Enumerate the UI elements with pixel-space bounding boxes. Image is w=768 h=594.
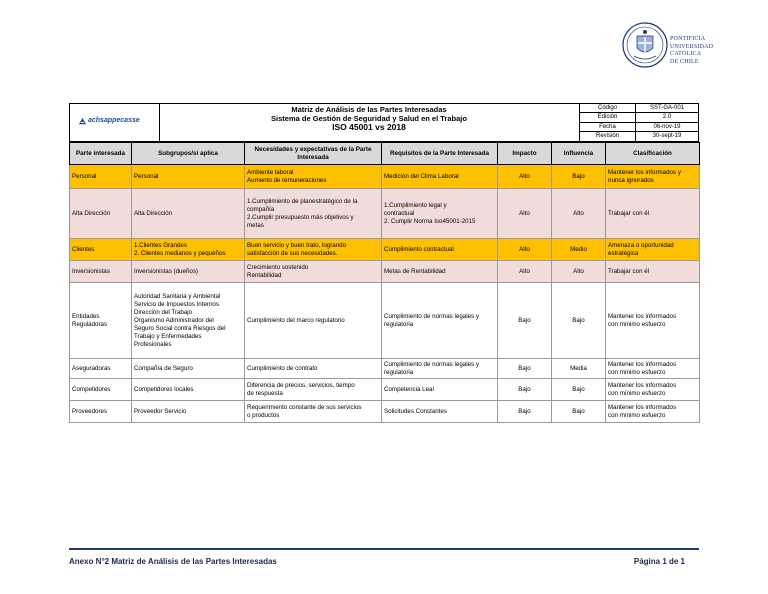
needs-cell-line: Diferencia de precios, servicios, tiempo: [247, 381, 355, 389]
subgroup-cell-line: Organismo Administrador del: [134, 316, 214, 324]
needs-cell-line: Requerimiento constante de sus servicios: [247, 403, 362, 411]
classification-cell-line: con mínimo esfuerzo: [608, 368, 666, 376]
impact-cell: Bajo: [498, 379, 552, 401]
requirements-cell-line: Metas de Rentabilidad: [384, 267, 446, 275]
requirements-cell: [382, 189, 498, 239]
classification-cell: [606, 165, 700, 189]
table-row: [70, 239, 700, 261]
needs-cell-line: Aumento de remuneraciones: [247, 176, 327, 184]
impact-cell: Alto: [498, 189, 552, 239]
classification-cell: [606, 239, 700, 261]
requirements-cell: [382, 283, 498, 359]
document-meta: [580, 104, 698, 141]
influence-cell: Alto: [552, 261, 606, 283]
requirements-cell: [382, 165, 498, 189]
stakeholder-cell-line: Proveedores: [72, 407, 108, 415]
needs-cell-line: satisfacción de sus necesidades.: [247, 249, 338, 257]
needs-cell: [245, 359, 382, 379]
needs-cell: [245, 165, 382, 189]
classification-cell-line: con mínimo esfuerzo: [608, 411, 666, 419]
meta-key: Fecha: [580, 123, 636, 131]
classification-cell-line: Amenaza o oportunidad: [608, 241, 674, 249]
classification-cell-line: Mantener los informados: [608, 312, 677, 320]
influence-cell: Bajo: [552, 283, 606, 359]
subgroup-cell-line: Proveedor Servicio: [134, 407, 187, 415]
subgroup-cell-line: Trabajo y Enfermedades: [134, 332, 202, 340]
needs-cell: [245, 189, 382, 239]
classification-cell-line: Trabajar con él: [608, 267, 650, 275]
stakeholder-cell: [70, 401, 132, 423]
requirements-cell-line: contractual: [384, 209, 415, 217]
seal-line: DE CHILE: [670, 58, 699, 65]
classification-cell-line: con mínimo esfuerzo: [608, 320, 666, 328]
needs-cell-line: 1.Cumplimiento de planestratégico de la: [247, 197, 358, 205]
influence-cell: Media: [552, 359, 606, 379]
needs-cell-line: Buen servicio y buen trato, logrando: [247, 241, 347, 249]
requirements-cell-line: 2. Cumplir Norma Iso45001-2015: [384, 217, 476, 225]
company-logo-text: achsappecasse: [88, 117, 140, 124]
impact-cell: Bajo: [498, 283, 552, 359]
impact-cell: Alto: [498, 239, 552, 261]
subgroup-cell-line: 1.Clientes Grandes: [134, 241, 187, 249]
stakeholder-cell-line: Competidores: [72, 385, 111, 393]
title-line: Matriz de Análisis de las Partes Interesadas: [291, 105, 447, 114]
requirements-cell-line: regulatoria: [384, 368, 414, 376]
classification-cell: [606, 359, 700, 379]
subgroup-cell-line: Profesionales: [134, 340, 172, 348]
subgroup-cell-line: Competidores locales: [134, 385, 194, 393]
subgroup-cell-line: Inversionistas (dueños): [134, 267, 198, 275]
seal-line: UNIVERSIDAD: [670, 43, 714, 50]
column-header: Requisitos de la Parte Interesada: [382, 143, 498, 165]
stakeholder-matrix-table: [69, 142, 700, 423]
table-row: [70, 261, 700, 283]
stakeholder-cell-line: Alta Dirección: [72, 209, 111, 217]
needs-cell-line: 2.Cumplir presupuesto más objetivos y: [247, 213, 354, 221]
subgroup-cell: [132, 189, 245, 239]
meta-key: Código: [580, 104, 636, 112]
classification-cell-line: Mantener los informados: [608, 360, 677, 368]
meta-value: SST-GA-001: [649, 105, 684, 111]
requirements-cell-line: Cumplimiento contractual: [384, 245, 454, 253]
needs-cell-line: metas: [247, 221, 264, 229]
requirements-cell: [382, 379, 498, 401]
needs-cell-line: Cumplimiento del marco regulatorio: [247, 316, 345, 324]
requirements-cell-line: Competencia Leal: [384, 385, 434, 393]
needs-cell: [245, 283, 382, 359]
classification-cell: [606, 189, 700, 239]
table-row: [70, 283, 700, 359]
stakeholder-cell-line: Entidades: [72, 312, 100, 320]
subgroup-cell-line: Autoridad Sanitaria y Ambiental: [134, 292, 221, 300]
influence-cell: Medio: [552, 239, 606, 261]
subgroup-cell-line: Dirección del Trabajo: [134, 308, 193, 316]
subgroup-cell-line: Personal: [134, 172, 159, 180]
subgroup-cell: [132, 261, 245, 283]
subgroup-cell: [132, 283, 245, 359]
stakeholder-cell: [70, 189, 132, 239]
influence-cell: Alto: [552, 189, 606, 239]
stakeholder-cell: [70, 165, 132, 189]
logo-cell: [70, 104, 160, 141]
needs-cell: [245, 261, 382, 283]
classification-cell: [606, 379, 700, 401]
subgroup-cell-line: 2. Clientes medianos y pequeños: [134, 249, 226, 257]
table-row: [70, 359, 700, 379]
stakeholder-cell-line: Personal: [72, 172, 97, 180]
table-row: [70, 401, 700, 423]
meta-row: [580, 104, 698, 113]
impact-cell: Bajo: [498, 401, 552, 423]
stakeholder-cell: [70, 239, 132, 261]
classification-cell-line: Trabajar con él: [608, 209, 650, 217]
requirements-cell: [382, 239, 498, 261]
university-seal-icon: [622, 22, 668, 68]
requirements-cell-line: Medición del Clima Laboral: [384, 172, 459, 180]
subgroup-cell-line: Servicio de Impuestos Internos: [134, 300, 219, 308]
column-header: Clasificación: [606, 143, 700, 165]
page-number: Página 1 de 1: [633, 557, 685, 566]
requirements-cell: [382, 401, 498, 423]
requirements-cell-line: 1.Cumplimiento legal y: [384, 201, 447, 209]
needs-cell: [245, 401, 382, 423]
influence-cell: Bajo: [552, 379, 606, 401]
meta-value: 2.0: [662, 114, 672, 121]
footer-title: Anexo N°2 Matriz de Análisis de las Partes Interesadas: [69, 557, 277, 566]
column-header: Influencia: [552, 143, 606, 165]
subgroup-cell: [132, 379, 245, 401]
meta-key: Edición: [580, 113, 636, 121]
subgroup-cell-line: Seguro Social contra Riesgos del: [134, 324, 226, 332]
company-logo-icon: [78, 117, 87, 126]
subgroup-cell: [132, 165, 245, 189]
meta-row: [580, 132, 698, 141]
seal-line: PONTIFICIA: [670, 36, 706, 42]
footer-divider: [69, 548, 699, 550]
column-header: Impacto: [498, 143, 552, 165]
influence-cell: Bajo: [552, 165, 606, 189]
impact-cell: Bajo: [498, 359, 552, 379]
stakeholder-cell-line: Inversionistas: [72, 267, 110, 275]
title-line: Sistema de Gestión de Seguridad y Salud en el Trabajo: [271, 114, 467, 123]
table-row: [70, 189, 700, 239]
classification-cell-line: Mantener los informados: [608, 381, 677, 389]
requirements-cell-line: Solicitudes Constantes: [384, 407, 447, 415]
subgroup-cell-line: Alta Dirección: [134, 209, 173, 217]
document-header: [69, 103, 699, 142]
stakeholder-cell-line: Aseguradoras: [72, 364, 111, 372]
requirements-cell-line: Cumplimiento de normas legales y: [384, 360, 479, 368]
stakeholder-cell: [70, 261, 132, 283]
table-row: [70, 379, 700, 401]
subgroup-cell: [132, 239, 245, 261]
subgroup-cell-line: Compañía de Seguro: [134, 364, 193, 372]
stakeholder-cell-line: Clientes: [72, 245, 95, 253]
table-header-row: [70, 143, 700, 165]
needs-cell: [245, 379, 382, 401]
meta-value: 06-nov-19: [653, 123, 681, 130]
classification-cell-line: nunca ignorados: [608, 176, 654, 184]
needs-cell-line: Cumplimiento de contrato: [247, 364, 318, 372]
meta-key: Revisión: [580, 132, 636, 141]
column-header: Subgrupos/si aplica: [132, 143, 245, 165]
meta-row: [580, 123, 698, 132]
document-title: [159, 104, 580, 141]
needs-cell-line: Crecimiento sostenido: [247, 263, 309, 271]
stakeholder-cell-line: Reguladoras: [72, 320, 108, 328]
stakeholder-cell: [70, 359, 132, 379]
needs-cell-line: compañía: [247, 205, 275, 213]
classification-cell-line: con mínimo esfuerzo: [608, 389, 666, 397]
classification-cell: [606, 283, 700, 359]
meta-value: 30-sept-19: [652, 132, 682, 139]
subgroup-cell: [132, 401, 245, 423]
needs-cell: [245, 239, 382, 261]
subgroup-cell: [132, 359, 245, 379]
column-header: Parte interesada: [70, 143, 132, 165]
influence-cell: Bajo: [552, 401, 606, 423]
university-name: [670, 36, 713, 66]
stakeholder-cell: [70, 379, 132, 401]
needs-cell-line: de respuesta: [247, 389, 283, 397]
classification-cell: [606, 401, 700, 423]
needs-cell-line: o productos: [247, 411, 280, 419]
classification-cell-line: estratégica: [608, 249, 639, 257]
seal-line: CATÓLICA: [670, 51, 702, 57]
table-row: [70, 165, 700, 189]
meta-row: [580, 113, 698, 122]
impact-cell: Alto: [498, 261, 552, 283]
impact-cell: Alto: [498, 165, 552, 189]
needs-cell-line: Rentabilidad: [247, 271, 282, 279]
title-line: ISO 45001 vs 2018: [332, 122, 406, 132]
needs-cell-line: Ambiente laboral: [247, 168, 294, 176]
requirements-cell: [382, 359, 498, 379]
classification-cell-line: Mantener los informados: [608, 403, 677, 411]
column-header: Necesidades y expectativas de la Parte Interesada: [245, 143, 382, 165]
classification-cell-line: Mantener los informados y: [608, 168, 681, 176]
requirements-cell-line: Cumplimiento de normas legales y: [384, 312, 479, 320]
stakeholder-cell: [70, 283, 132, 359]
requirements-cell: [382, 261, 498, 283]
requirements-cell-line: regulatoria: [384, 320, 414, 328]
classification-cell: [606, 261, 700, 283]
